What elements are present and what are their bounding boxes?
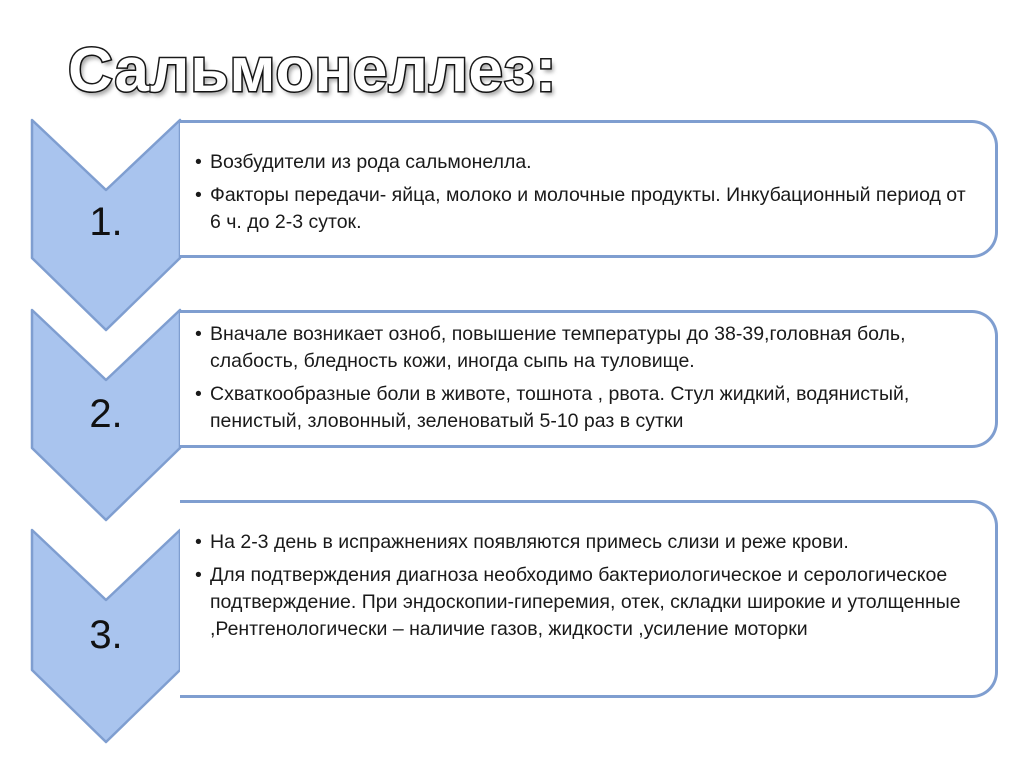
list-item: • Возбудители из рода сальмонелла. — [210, 149, 981, 176]
step-box-2 — [180, 310, 998, 448]
slide-title: Сальмонеллез: — [68, 36, 558, 105]
bullet-list — [180, 321, 995, 435]
list-item: • Для подтверждения диагноза необходимо бактериологическое и серологическое подтверждение. При эндоскопии-гиперемия, отек, складки широкие и утолщенные ,Рентгенологически – наличие газов, жидкости ,усиление моторки — [210, 562, 981, 643]
bullet-list — [180, 529, 995, 643]
list-item: • Факторы передачи- яйца, молоко и молочные продукты. Инкубационный период от 6 ч. до 2-3 суток. — [210, 182, 981, 236]
step-number-1: 1. — [89, 200, 123, 244]
step-number-3: 3. — [89, 613, 123, 657]
step-box-3 — [180, 500, 998, 698]
list-item: • На 2-3 день в испражнениях появляются примесь слизи и реже крови. — [210, 529, 981, 556]
step-number-2: 2. — [89, 392, 123, 436]
step-box-1 — [180, 120, 998, 258]
list-item: • Схваткообразные боли в животе, тошнота , рвота. Стул жидкий, водянистый, пенистый, зловонный, зеленоватый 5-10 раз в сутки — [210, 381, 981, 435]
bullet-list — [180, 149, 995, 236]
list-item: • Вначале возникает озноб, повышение температуры до 38-39,головная боль, слабость, бледность кожи, иногда сыпь на туловище. — [210, 321, 981, 375]
